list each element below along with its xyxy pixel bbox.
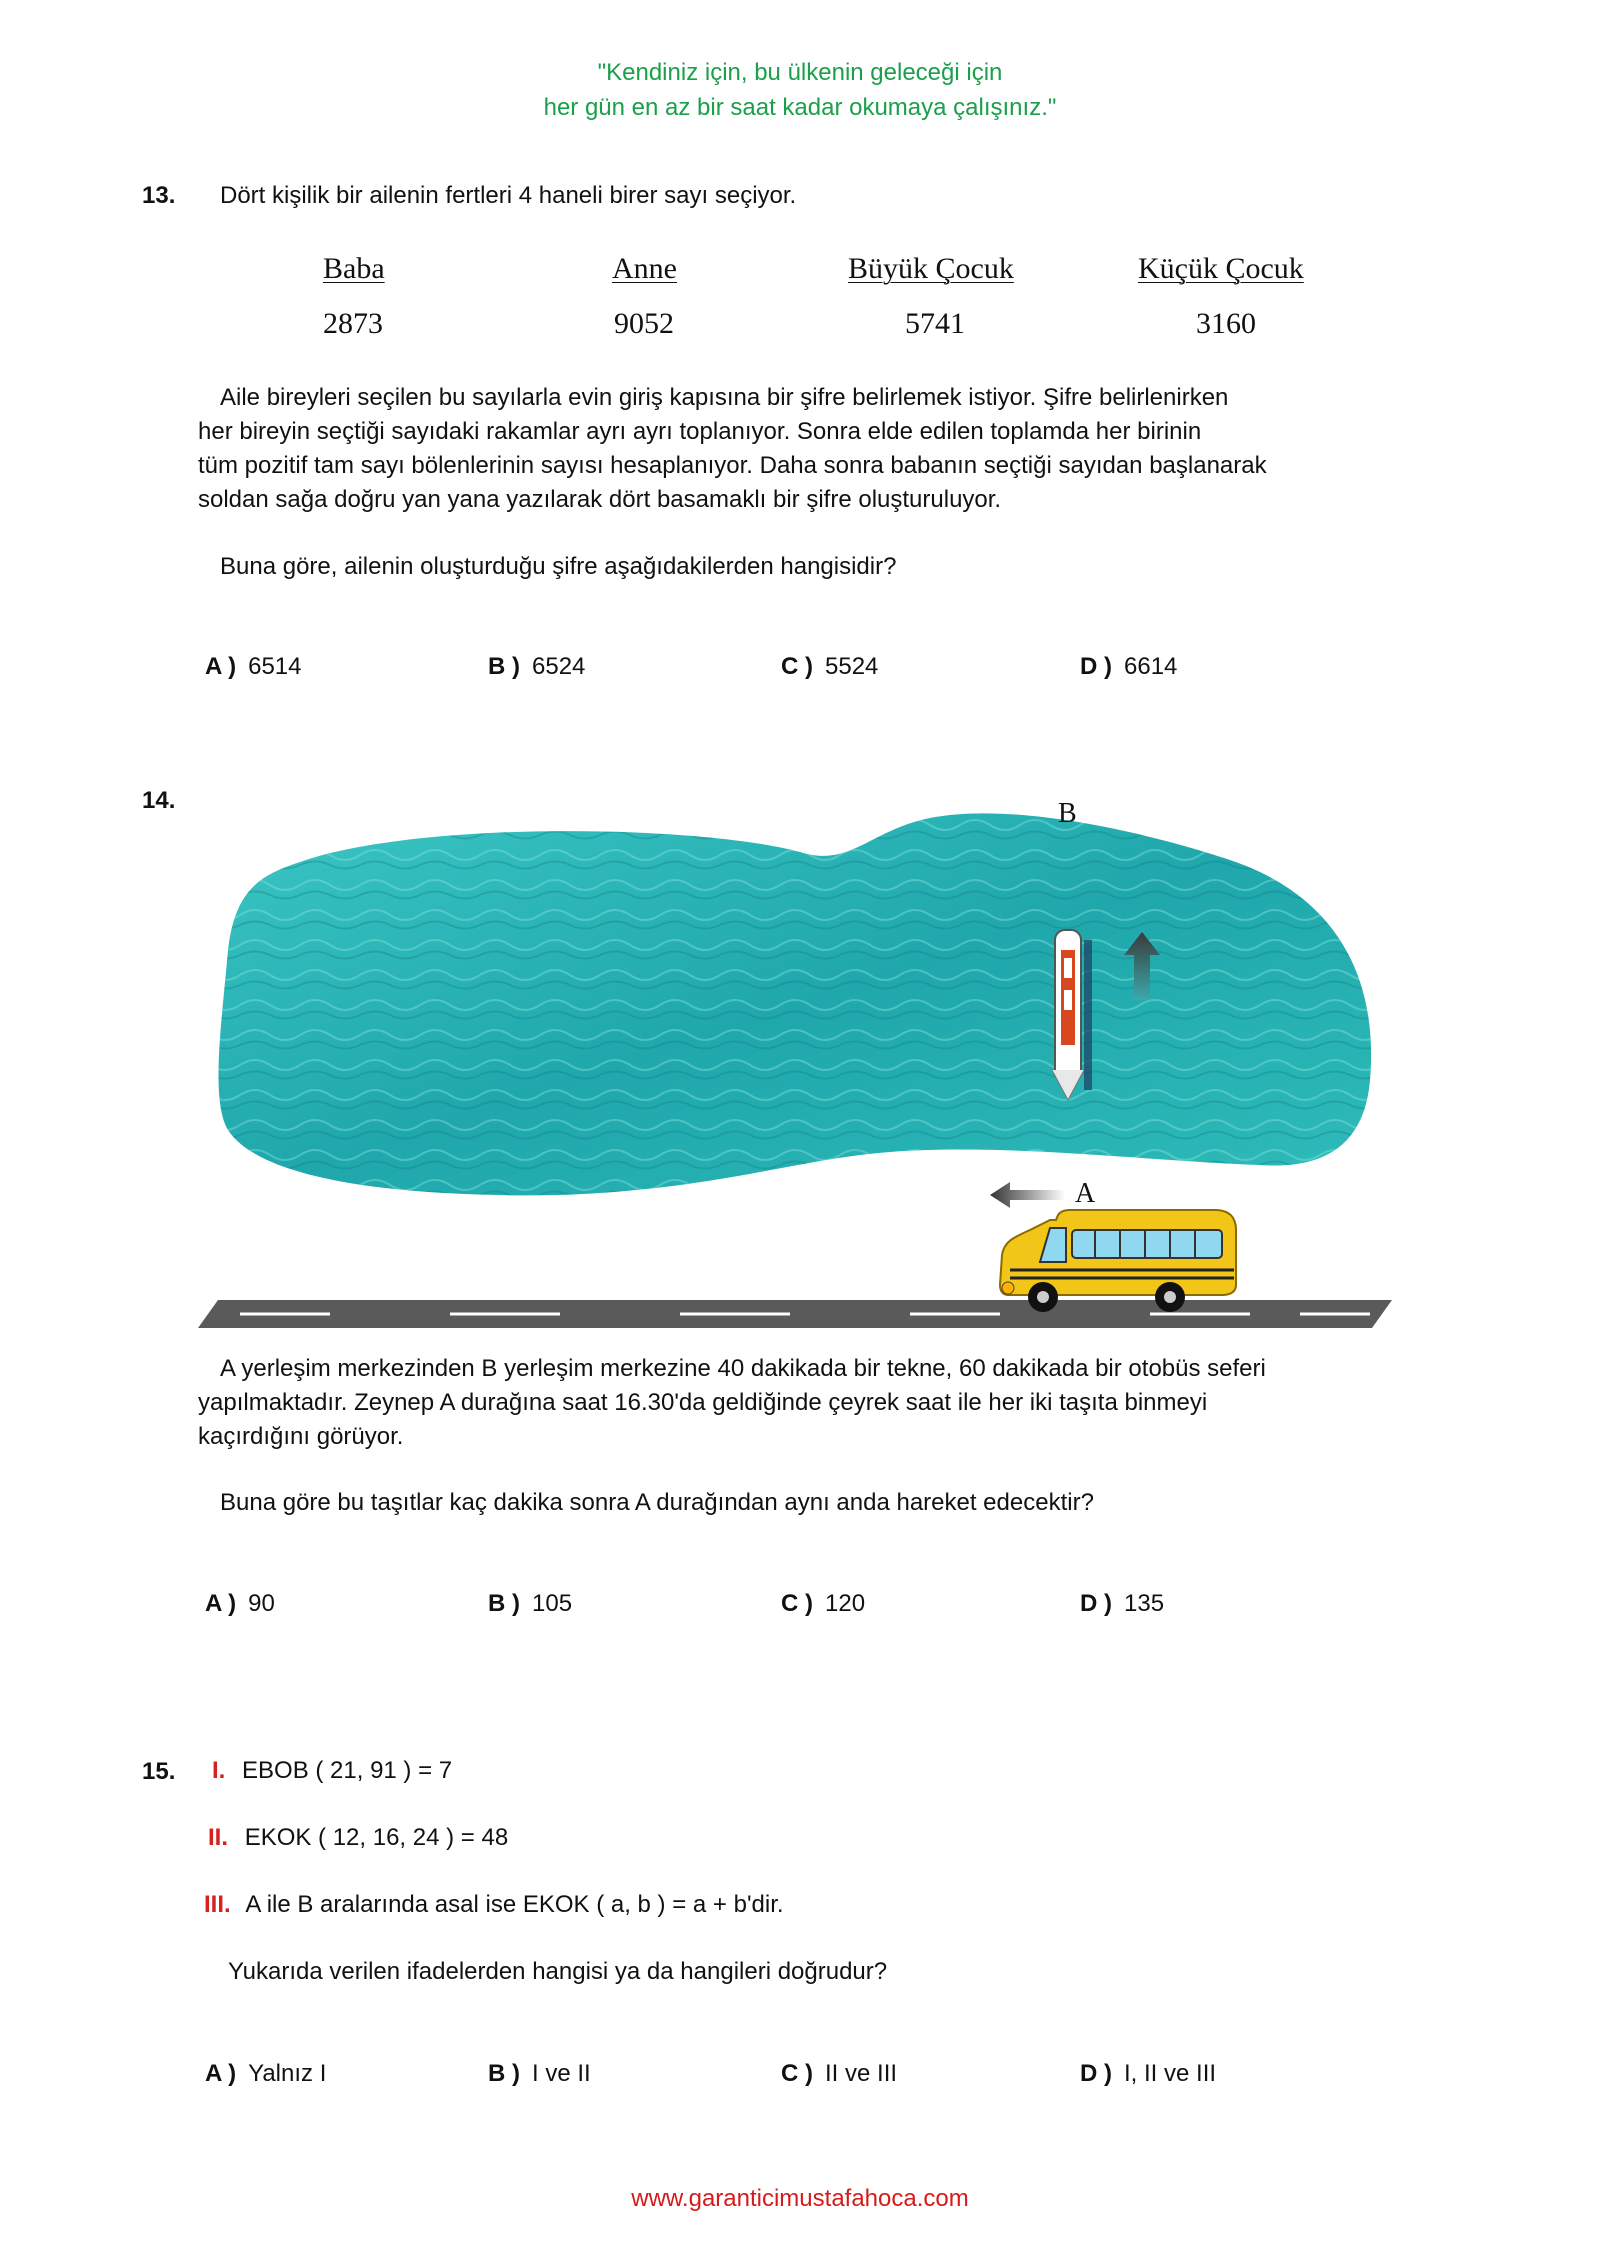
- option-text: II ve III: [825, 2060, 898, 2087]
- statement-3: [204, 1888, 784, 1922]
- q13-option-a[interactable]: [205, 653, 302, 681]
- statement-roman: I.: [212, 1757, 226, 1784]
- option-text: 90: [248, 1590, 275, 1617]
- statement-1: [212, 1754, 452, 1788]
- option-letter: B ): [488, 1590, 520, 1617]
- table-header-kucuk-cocuk: Küçük Çocuk: [1138, 252, 1304, 285]
- q13-option-c[interactable]: [781, 653, 878, 681]
- option-text: 6614: [1124, 653, 1178, 680]
- footer-website-link[interactable]: www.garanticimustafahoca.com: [631, 2185, 969, 2212]
- option-letter: C ): [781, 1590, 813, 1617]
- q13-paragraph-line-4: soldan sağa doğru yan yana yazılarak dört basamaklı bir şifre oluşturuluyor.: [198, 486, 1002, 513]
- q13-paragraph-line-2: her bireyin seçtiği sayıdaki rakamlar ayrı ayrı toplanıyor. Sonra elde edilen toplamda her birinin: [198, 418, 1202, 445]
- table-header-baba: Baba: [323, 252, 385, 285]
- boat-icon: [1052, 930, 1092, 1100]
- option-text: I ve II: [532, 2060, 591, 2087]
- option-letter: D ): [1080, 1590, 1112, 1617]
- bus-icon: [1000, 1210, 1236, 1312]
- motto-line-1: "Kendiniz için, bu ülkenin geleceği için: [597, 59, 1003, 86]
- q13-paragraph-line-1: Aile bireyleri seçilen bu sayılarla evin giriş kapısına bir şifre belirlemek istiyor. Şifre belirlenirken: [220, 384, 1229, 411]
- option-letter: D ): [1080, 653, 1112, 680]
- question-14-prompt: Buna göre bu taşıtlar kaç dakika sonra A durağından aynı anda hareket edecektir?: [220, 1489, 1094, 1516]
- table-value-baba: 2873: [323, 307, 383, 340]
- table-value-kucuk-cocuk: 3160: [1196, 307, 1256, 340]
- q14-option-b[interactable]: [488, 1590, 572, 1618]
- option-letter: D ): [1080, 2060, 1112, 2087]
- statement-text: A ile B aralarında asal ise EKOK ( a, b ) = a + b'dir.: [245, 1891, 784, 1918]
- q13-option-b[interactable]: [488, 653, 585, 681]
- q13-paragraph-line-3: tüm pozitif tam sayı bölenlerinin sayısı hesaplanıyor. Daha sonra babanın seçtiği sayıdan başlanarak: [198, 452, 1267, 479]
- lake-road-figure: [0, 780, 1600, 1340]
- option-text: 135: [1124, 1590, 1165, 1617]
- q14-paragraph-line-1: A yerleşim merkezinden B yerleşim merkezine 40 dakikada bir tekne, 60 dakikada bir otobüs seferi: [220, 1355, 1266, 1382]
- option-letter: B ): [488, 653, 520, 680]
- option-text: 120: [825, 1590, 866, 1617]
- option-letter: B ): [488, 2060, 520, 2087]
- question-15-prompt: Yukarıda verilen ifadelerden hangisi ya da hangileri doğrudur?: [228, 1958, 888, 1985]
- q15-option-a[interactable]: [205, 2060, 326, 2088]
- table-value-buyuk-cocuk: 5741: [905, 307, 965, 340]
- option-text: 105: [532, 1590, 573, 1617]
- option-text: 6524: [532, 653, 586, 680]
- motto-line-2: her gün en az bir saat kadar okumaya çalışınız.": [543, 94, 1057, 121]
- label-b: B: [1058, 798, 1077, 829]
- option-text: Yalnız I: [248, 2060, 327, 2087]
- option-letter: A ): [205, 1590, 237, 1617]
- statement-text: EKOK ( 12, 16, 24 ) = 48: [244, 1824, 509, 1851]
- question-15-number: 15.: [142, 1758, 176, 1785]
- statement-roman: II.: [208, 1824, 229, 1851]
- option-text: I, II ve III: [1124, 2060, 1217, 2087]
- statement-2: [208, 1821, 508, 1855]
- table-value-anne: 9052: [614, 307, 674, 340]
- statement-text: EBOB ( 21, 91 ) = 7: [242, 1757, 453, 1784]
- q14-paragraph-line-2: yapılmaktadır. Zeynep A durağına saat 16.30'da geldiğinde çeyrek saat ile her iki taşıta binmeyi: [198, 1389, 1208, 1416]
- option-letter: C ): [781, 2060, 813, 2087]
- question-13-prompt: Buna göre, ailenin oluşturduğu şifre aşağıdakilerden hangisidir?: [220, 553, 897, 580]
- question-13-intro: Dört kişilik bir ailenin fertleri 4 haneli birer sayı seçiyor.: [220, 182, 797, 209]
- statement-roman: III.: [204, 1891, 231, 1918]
- q14-option-a[interactable]: [205, 1590, 275, 1618]
- q13-option-d[interactable]: [1080, 653, 1177, 681]
- label-a: A: [1075, 1178, 1096, 1209]
- q14-paragraph-line-3: kaçırdığını görüyor.: [198, 1423, 404, 1450]
- question-14-number: 14.: [142, 787, 176, 814]
- q15-option-b[interactable]: [488, 2060, 591, 2088]
- q14-option-d[interactable]: [1080, 1590, 1164, 1618]
- bus-direction-arrow-icon: [990, 1182, 1065, 1208]
- q15-option-d[interactable]: [1080, 2060, 1216, 2088]
- question-13-number: 13.: [142, 182, 176, 209]
- option-letter: A ): [205, 2060, 237, 2087]
- option-text: 5524: [825, 653, 879, 680]
- option-letter: C ): [781, 653, 813, 680]
- table-header-buyuk-cocuk: Büyük Çocuk: [848, 252, 1014, 285]
- q15-option-c[interactable]: [781, 2060, 897, 2088]
- option-text: 6514: [248, 653, 302, 680]
- option-letter: A ): [205, 653, 237, 680]
- q14-option-c[interactable]: [781, 1590, 865, 1618]
- table-header-anne: Anne: [612, 252, 677, 285]
